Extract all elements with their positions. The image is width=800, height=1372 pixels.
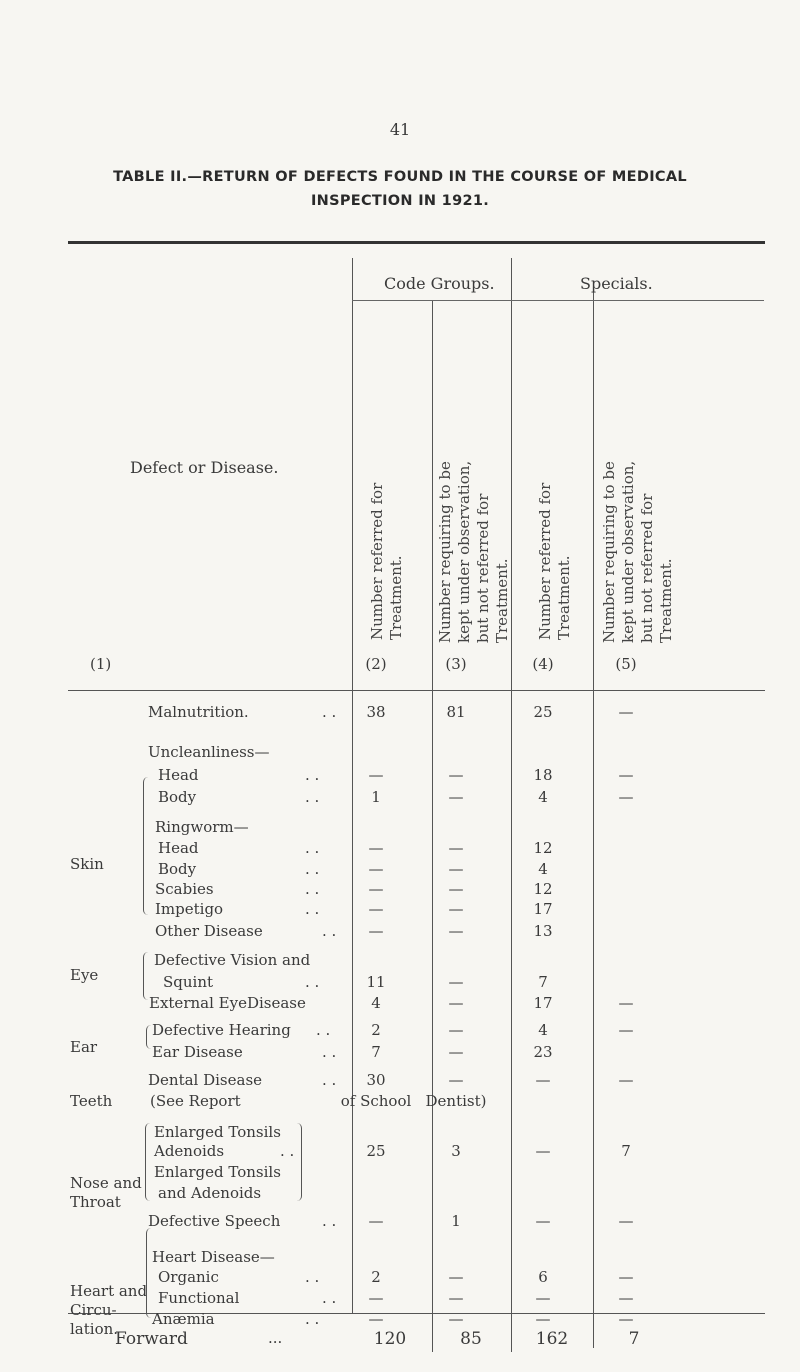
row-value-c2: — — [368, 1310, 384, 1328]
row-label: Defective Hearing — [152, 1021, 291, 1039]
row-value-c2: of School — [340, 1092, 412, 1110]
row-label: and Adenoids — [158, 1184, 262, 1202]
row-value-c2: 30 — [366, 1071, 386, 1089]
row-label: Functional — [158, 1289, 240, 1307]
title-line-1: TABLE II.—RETURN OF DEFECTS FOUND IN THE COURSE OF MEDICAL — [113, 169, 687, 185]
defect-column-header: Defect or Disease. — [130, 458, 279, 477]
row-value-c4: 4 — [538, 1021, 548, 1039]
group-ear: Ear — [70, 1038, 98, 1056]
row-label: Uncleanliness— — [148, 743, 270, 761]
row-value-c5: — — [618, 703, 634, 721]
title-line-2: INSPECTION IN 1921. — [310, 193, 490, 209]
forward-label: Forward — [115, 1329, 188, 1349]
row-label: Enlarged Tonsils — [154, 1123, 281, 1141]
rule-col3-left — [432, 300, 433, 1352]
row-value-c5: — — [618, 1071, 634, 1089]
row-label: Heart Disease— — [152, 1248, 275, 1266]
row-leader-dots: . . — [305, 766, 320, 784]
row-value-c2: — — [368, 839, 384, 857]
group-skin: Skin — [70, 855, 104, 873]
row-label: Impetigo — [155, 900, 224, 918]
row-label: Ringworm— — [155, 818, 249, 836]
row-value-c5: — — [618, 1021, 634, 1039]
row-value-c3: — — [448, 994, 464, 1012]
row-value-c4: 17 — [533, 994, 553, 1012]
row-value-c2: — — [368, 922, 384, 940]
brace-skin — [143, 777, 149, 915]
row-value-c4: 6 — [538, 1268, 548, 1286]
row-label: External EyeDisease — [149, 994, 306, 1012]
col4-number: (4) — [532, 655, 554, 673]
group-heart-circulation: Heart and Circu- lation. — [70, 1282, 148, 1338]
forward-col2: 120 — [373, 1329, 407, 1349]
row-value-c5: — — [618, 1310, 634, 1328]
group-eye: Eye — [70, 966, 99, 984]
row-leader-dots: . . — [322, 1071, 337, 1089]
row-value-c4: 12 — [533, 839, 553, 857]
row-value-c4: 25 — [533, 703, 553, 721]
row-value-c3: — — [448, 839, 464, 857]
forward-dots: ... — [268, 1329, 283, 1347]
row-leader-dots: . . — [280, 1142, 295, 1160]
row-value-c2: 11 — [366, 973, 386, 991]
row-value-c5: — — [618, 1212, 634, 1230]
brace-heart — [146, 1228, 152, 1318]
row-leader-dots: . . — [305, 900, 320, 918]
col4-header: Number referred for Treatment. — [536, 482, 573, 640]
row-value-c4: 23 — [533, 1043, 553, 1061]
row-value-c3: — — [448, 1071, 464, 1089]
forward-col4: 162 — [535, 1329, 569, 1349]
row-value-c5: 7 — [621, 1142, 631, 1160]
row-value-c3: — — [448, 766, 464, 784]
col1-number: (1) — [90, 655, 112, 673]
row-label: Head — [158, 766, 199, 784]
row-value-c5: — — [618, 1268, 634, 1286]
row-label: Body — [158, 788, 197, 806]
row-value-c3: 1 — [451, 1212, 461, 1230]
row-value-c5: — — [618, 1289, 634, 1307]
row-value-c3: — — [448, 900, 464, 918]
row-value-c4: — — [535, 1142, 551, 1160]
row-value-c4: 13 — [533, 922, 553, 940]
row-value-c4: — — [535, 1289, 551, 1307]
row-value-c4: 17 — [533, 900, 553, 918]
row-value-c4: — — [535, 1212, 551, 1230]
row-value-c2: — — [368, 1289, 384, 1307]
row-value-c2: — — [368, 860, 384, 878]
row-value-c4: 12 — [533, 880, 553, 898]
code-groups-header: Code Groups. — [384, 274, 495, 293]
row-value-c3: — — [448, 922, 464, 940]
brace-nose — [145, 1123, 151, 1201]
row-value-c5: — — [618, 994, 634, 1012]
row-leader-dots: . . — [322, 703, 337, 721]
row-value-c3: — — [448, 1021, 464, 1039]
row-label: Squint — [163, 973, 214, 991]
row-leader-dots: . . — [305, 880, 320, 898]
row-value-c3: — — [448, 880, 464, 898]
row-leader-dots: . . — [305, 1268, 320, 1286]
row-value-c3: — — [448, 1310, 464, 1328]
row-value-c3: Dentist) — [425, 1092, 487, 1110]
page-number: 41 — [389, 120, 411, 139]
specials-header: Specials. — [580, 274, 653, 293]
row-leader-dots: . . — [305, 839, 320, 857]
row-label: Anæmia — [152, 1310, 215, 1328]
group-teeth: Teeth — [70, 1092, 113, 1110]
groups-rule — [352, 300, 764, 301]
row-value-c2: 2 — [371, 1021, 381, 1039]
col5-header: Number requiring to be kept under observation, but not referred for Treatment. — [600, 460, 675, 643]
row-leader-dots: . . — [322, 1289, 337, 1307]
forward-col3: 85 — [460, 1329, 482, 1349]
row-label: Scabies — [155, 880, 214, 898]
rule-col5-left — [593, 288, 594, 1348]
row-label: Ear Disease — [152, 1043, 243, 1061]
header-bottom-rule — [68, 690, 765, 691]
row-value-c3: — — [448, 1268, 464, 1286]
row-value-c2: 1 — [371, 788, 381, 806]
row-value-c4: 18 — [533, 766, 553, 784]
row-value-c3: 3 — [451, 1142, 461, 1160]
row-label: Head — [158, 839, 199, 857]
row-label: Other Disease — [155, 922, 263, 940]
row-value-c3: — — [448, 860, 464, 878]
row-value-c4: 4 — [538, 788, 548, 806]
row-label: (See Report — [150, 1092, 241, 1110]
row-label: Malnutrition. — [148, 703, 249, 721]
brace-eye — [143, 952, 149, 1000]
row-leader-dots: . . — [322, 1212, 337, 1230]
row-label: Defective Speech — [148, 1212, 281, 1230]
col3-header: Number requiring to be kept under observation, but not referred for Treatment. — [436, 460, 511, 643]
row-leader-dots: . . — [322, 1043, 337, 1061]
group-nose-throat: Nose and Throat — [70, 1174, 142, 1211]
row-value-c4: 7 — [538, 973, 548, 991]
row-label: Dental Disease — [148, 1071, 263, 1089]
row-leader-dots: . . — [305, 788, 320, 806]
row-value-c3: — — [448, 973, 464, 991]
col2-header: Number referred for Treatment. — [368, 482, 405, 640]
row-value-c4: — — [535, 1071, 551, 1089]
row-value-c3: — — [448, 788, 464, 806]
row-leader-dots: . . — [305, 1310, 320, 1328]
row-value-c2: 25 — [366, 1142, 386, 1160]
row-value-c2: — — [368, 880, 384, 898]
col2-number: (2) — [365, 655, 387, 673]
row-value-c2: 38 — [366, 703, 386, 721]
table-title — [70, 165, 730, 213]
brace-nose-right — [296, 1123, 302, 1201]
row-value-c3: 81 — [446, 703, 466, 721]
row-value-c2: 4 — [371, 994, 381, 1012]
col3-number: (3) — [445, 655, 467, 673]
row-value-c2: — — [368, 1212, 384, 1230]
row-leader-dots: . . — [316, 1021, 331, 1039]
col5-number: (5) — [615, 655, 637, 673]
row-value-c2: 2 — [371, 1268, 381, 1286]
row-value-c5: — — [618, 788, 634, 806]
forward-col5: 7 — [628, 1329, 640, 1349]
row-label: Enlarged Tonsils — [154, 1163, 281, 1181]
row-value-c5: — — [618, 766, 634, 784]
row-label: Organic — [158, 1268, 219, 1286]
row-leader-dots: . . — [322, 922, 337, 940]
row-value-c4: — — [535, 1310, 551, 1328]
row-value-c2: — — [368, 766, 384, 784]
row-leader-dots: . . — [305, 860, 320, 878]
row-value-c2: — — [368, 900, 384, 918]
top-rule — [68, 241, 765, 244]
row-value-c4: 4 — [538, 860, 548, 878]
row-value-c3: — — [448, 1043, 464, 1061]
row-label: Defective Vision and — [154, 951, 311, 969]
row-leader-dots: . . — [305, 973, 320, 991]
row-value-c2: 7 — [371, 1043, 381, 1061]
row-label: Body — [158, 860, 197, 878]
row-label: Adenoids — [154, 1142, 225, 1160]
row-value-c3: — — [448, 1289, 464, 1307]
